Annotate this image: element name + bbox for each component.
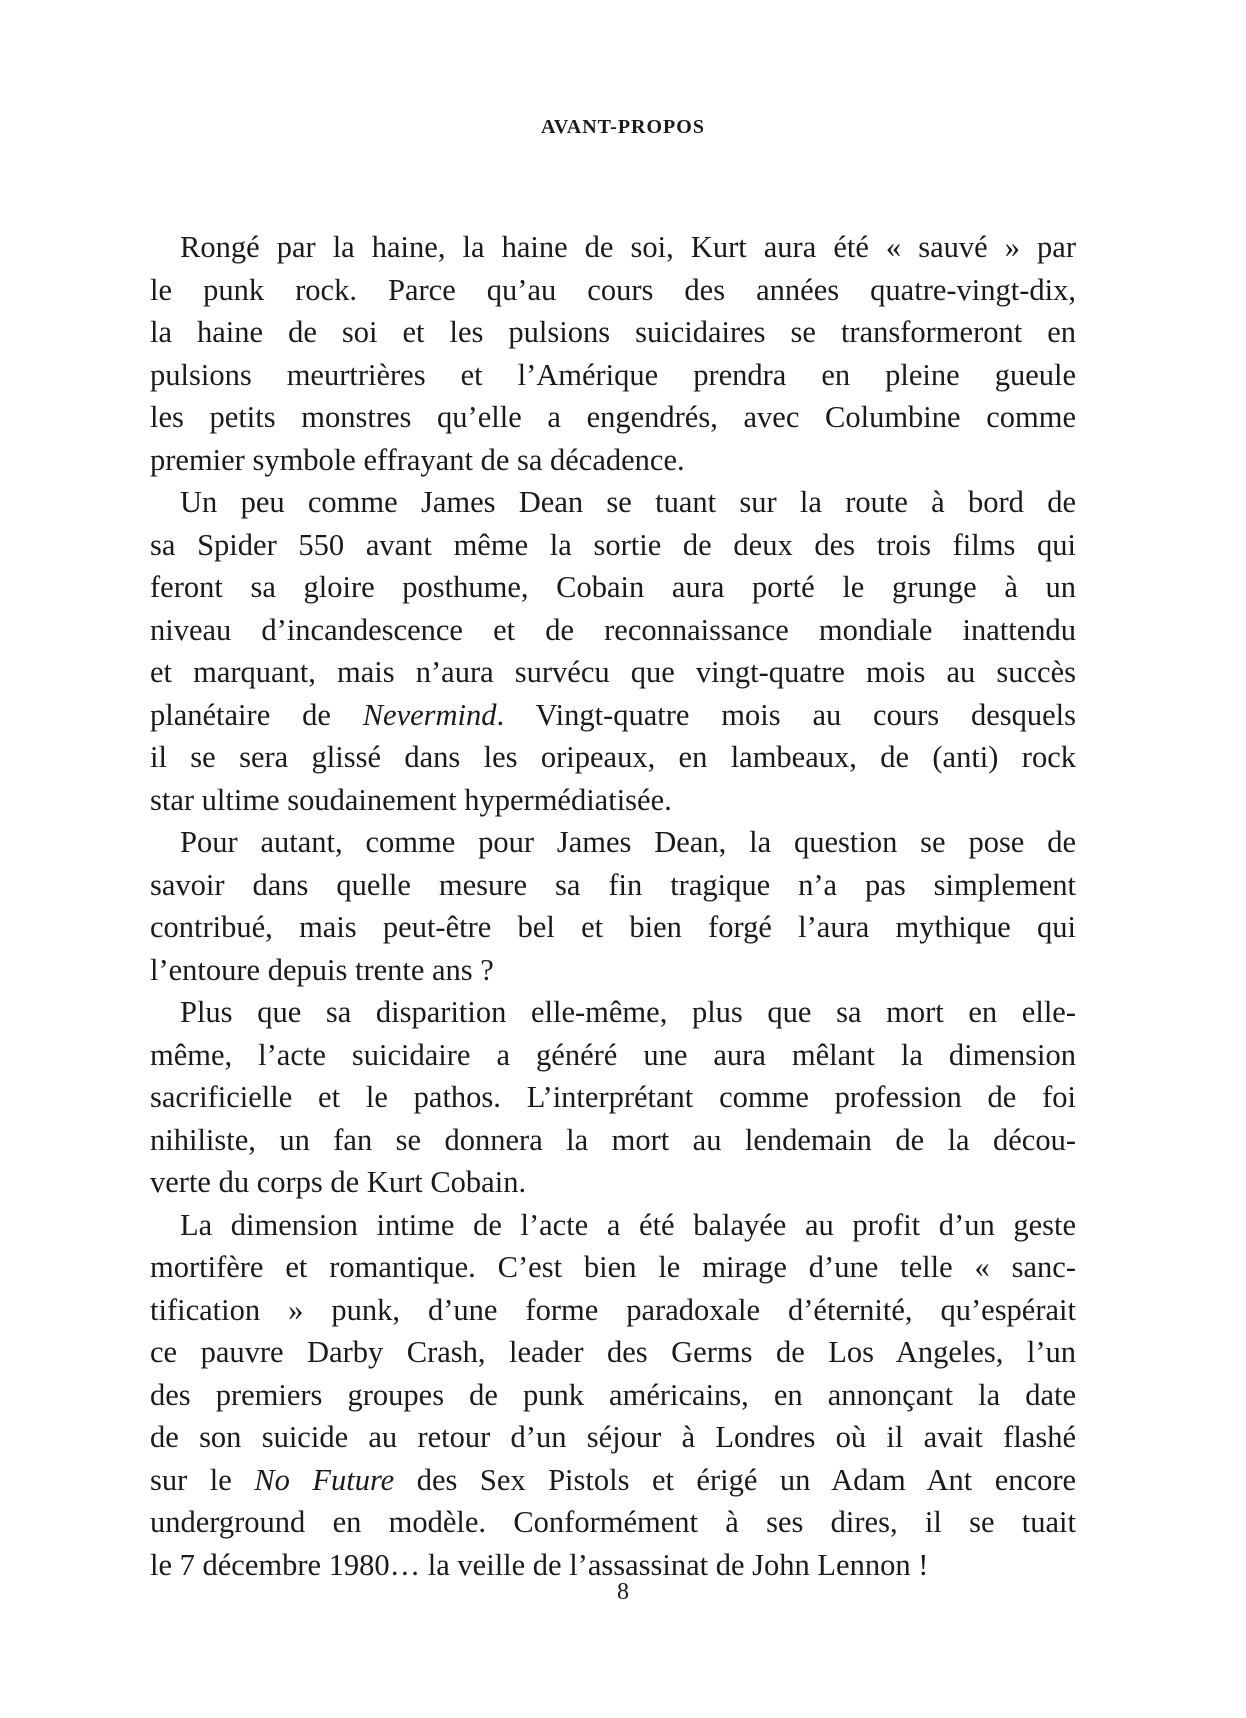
- text-line: sa Spider 550 avant même la sortie de deux des trois films qui: [150, 527, 1076, 562]
- text-run: planétaire de: [150, 697, 363, 732]
- text-line: pulsions meurtrières et l’Amérique prendra en pleine gueule: [150, 357, 1076, 392]
- text-line: niveau d’incandescence et de reconnaissance mondiale inattendu: [150, 612, 1076, 647]
- body-text: [150, 226, 1076, 1586]
- text-line: star ultime soudainement hypermédiatisée.: [150, 782, 672, 817]
- text-run: . Vingt-quatre mois au cours desquels: [496, 697, 1076, 732]
- paragraph-4: [150, 991, 1076, 1204]
- text-line: sacrificielle et le pathos. L’interprétant comme profession de foi: [150, 1080, 1076, 1114]
- text-line: mortifère et romantique. C’est bien le mirage d’une telle « sanc-: [150, 1250, 1076, 1284]
- text-line: Plus que sa disparition elle-même, plus que sa mort en elle-: [180, 995, 1076, 1029]
- text-line: nihiliste, un fan se donnera la mort au lendemain de la décou-: [150, 1122, 1076, 1157]
- page-number: 8: [617, 1579, 629, 1605]
- text-run: sur le: [150, 1462, 255, 1497]
- text-line: la haine de soi et les pulsions suicidaires se transformeront en: [150, 315, 1076, 349]
- text-line: savoir dans quelle mesure sa fin tragique n’a pas simplement: [150, 867, 1076, 902]
- text-line: des premiers groupes de punk américains, en annonçant la date: [150, 1377, 1076, 1412]
- text-line: même, l’acte suicidaire a généré une aura mêlant la dimension: [150, 1037, 1076, 1072]
- text-line: et marquant, mais n’aura survécu que vingt-quatre mois au succès: [150, 655, 1076, 689]
- text-line: verte du corps de Kurt Cobain.: [150, 1165, 527, 1199]
- text-line: [150, 694, 1076, 737]
- text-line: Pour autant, comme pour James Dean, la question se pose de: [180, 825, 1076, 859]
- album-title: No Future: [254, 1462, 395, 1497]
- text-line: le punk rock. Parce qu’au cours des années quatre-vingt-dix,: [150, 272, 1076, 307]
- text-line: contribué, mais peut-être bel et bien forgé l’aura mythique qui: [150, 910, 1076, 944]
- text-line: tification » punk, d’une forme paradoxale d’éternité, qu’espérait: [150, 1292, 1076, 1327]
- running-header: AVANT-PROPOS: [541, 116, 705, 138]
- text-line: premier symbole effrayant de sa décadence.: [150, 442, 685, 477]
- text-line: l’entoure depuis trente ans ?: [150, 952, 494, 987]
- text-line: feront sa gloire posthume, Cobain aura porté le grunge à un: [150, 570, 1076, 604]
- text-line: le 7 décembre 1980… la veille de l’assassinat de John Lennon !: [150, 1547, 929, 1582]
- paragraph-3: [150, 821, 1076, 991]
- album-title: Nevermind: [362, 697, 497, 732]
- paragraph-2: [150, 481, 1076, 821]
- text-run: des Sex Pistols et érigé un Adam Ant encore: [394, 1462, 1077, 1497]
- text-line: de son suicide au retour d’un séjour à Londres où il avait flashé: [150, 1420, 1076, 1454]
- text-line: La dimension intime de l’acte a été balayée au profit d’un geste: [180, 1207, 1076, 1242]
- text-line: il se sera glissé dans les oripeaux, en lambeaux, de (anti) rock: [150, 740, 1076, 774]
- text-line: ce pauvre Darby Crash, leader des Germs de Los Angeles, l’un: [150, 1335, 1076, 1369]
- text-line: [150, 1459, 1076, 1502]
- paragraph-5: [150, 1204, 1076, 1587]
- text-line: Rongé par la haine, la haine de soi, Kurt aura été « sauvé » par: [180, 230, 1076, 264]
- text-line: underground en modèle. Conformément à ses dires, il se tuait: [150, 1505, 1076, 1539]
- text-line: Un peu comme James Dean se tuant sur la route à bord de: [180, 485, 1076, 519]
- paragraph-1: [150, 226, 1076, 481]
- text-line: les petits monstres qu’elle a engendrés, avec Columbine comme: [150, 400, 1076, 434]
